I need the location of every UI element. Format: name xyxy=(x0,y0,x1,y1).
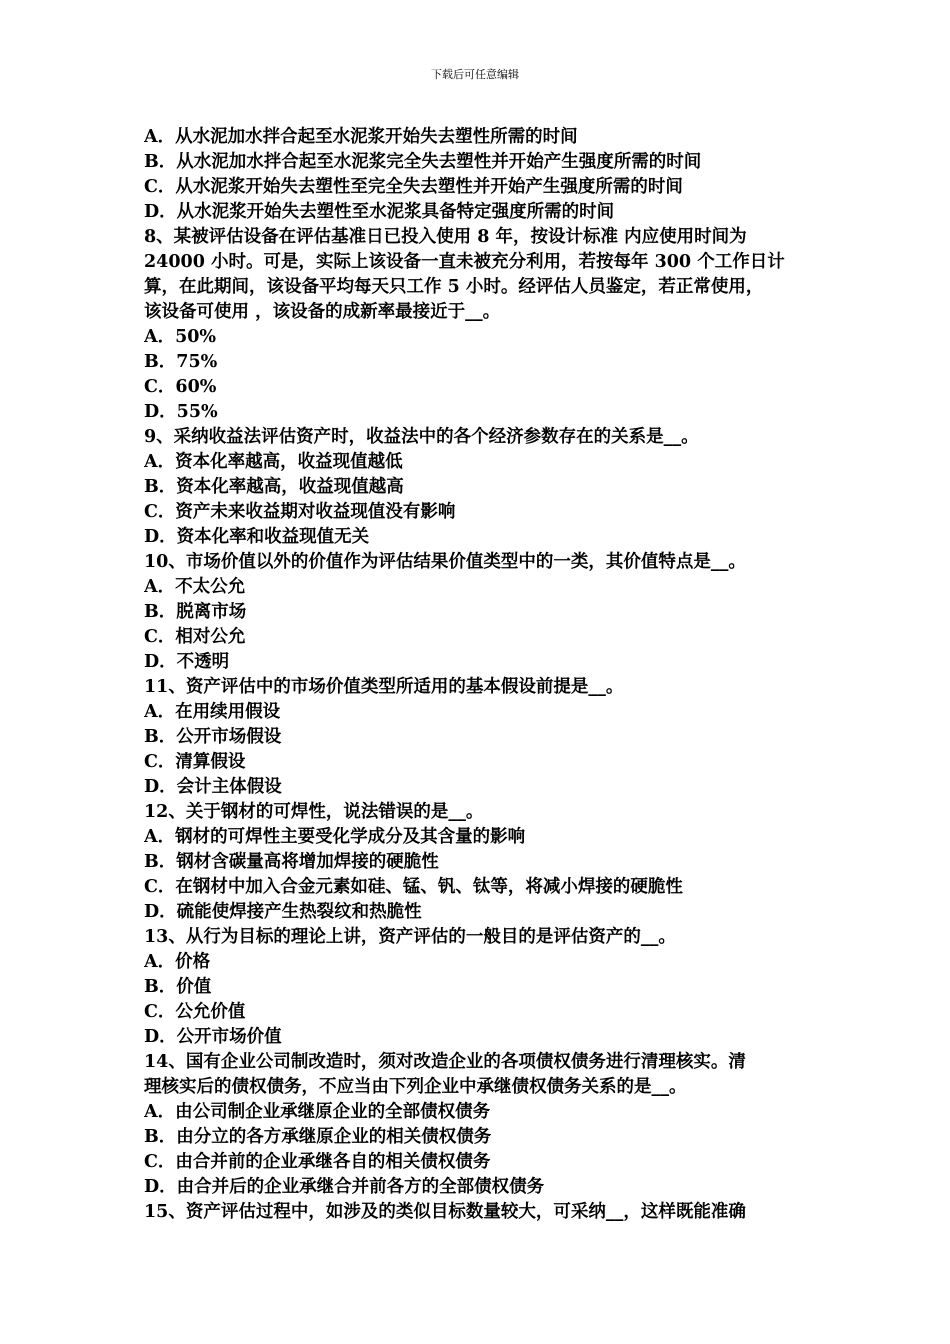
text-line: 理核实后的债权债务，不应当由下列企业中承继债权债务关系的是__。 xyxy=(144,1077,687,1097)
text-line: A．资本化率越高，收益现值越低 xyxy=(144,452,403,472)
text-line: 24000 小时。可是，实际上该设备一直未被充分利用，若按每年 300 个工作日计 xyxy=(144,252,785,272)
text-line: B．75% xyxy=(144,352,218,372)
text-line: C．60% xyxy=(144,377,217,397)
text-line: D．硫能使焊接产生热裂纹和热脆性 xyxy=(144,902,422,922)
text-line: B．钢材含碳量高将增加焊接的硬脆性 xyxy=(144,852,439,872)
text-line: B．公开市场假设 xyxy=(144,727,282,747)
text-line: 该设备可使用 ，该设备的成新率最接近于__。 xyxy=(144,302,501,322)
text-line: A．由公司制企业承继原企业的全部债权债务 xyxy=(144,1102,491,1122)
text-line: C．在钢材中加入合金元素如硅、锰、钒、钛等，将减小焊接的硬脆性 xyxy=(144,877,683,897)
text-line: 12、关于钢材的可焊性，说法错误的是__。 xyxy=(144,802,484,822)
text-line: C．由合并前的企业承继各自的相关债权债务 xyxy=(144,1152,491,1172)
text-line: D．资本化率和收益现值无关 xyxy=(144,527,370,547)
text-line: D．会计主体假设 xyxy=(144,777,282,797)
text-line: 算，在此期间，该设备平均每天只工作 5 小时。经评估人员鉴定，若正常使用， xyxy=(144,277,764,297)
text-line: D．由合并后的企业承继合并前各方的全部债权债务 xyxy=(144,1177,545,1197)
text-line: B．由分立的各方承继原企业的相关债权债务 xyxy=(144,1127,492,1147)
text-line: D．55% xyxy=(144,402,218,422)
text-line: A．价格 xyxy=(144,952,211,972)
text-line: 11、资产评估中的市场价值类型所适用的基本假设前提是__。 xyxy=(144,677,624,697)
text-line: C．公允价值 xyxy=(144,1002,246,1022)
text-line: B．资本化率越高，收益现值越高 xyxy=(144,477,404,497)
text-line: 9、采纳收益法评估资产时，收益法中的各个经济参数存在的关系是__。 xyxy=(144,427,699,447)
text-line: D．公开市场价值 xyxy=(144,1027,282,1047)
text-line: 8、某被评估设备在评估基准日已投入使用 8 年，按设计标准 内应使用时间为 xyxy=(144,227,747,247)
text-line: A．从水泥加水拌合起至水泥浆开始失去塑性所需的时间 xyxy=(144,127,578,147)
page-header: 下载后可任意编辑 xyxy=(431,68,519,81)
text-line: 10、市场价值以外的价值作为评估结果价值类型中的一类，其价值特点是__。 xyxy=(144,552,746,572)
text-line: A．50% xyxy=(144,327,217,347)
document-body xyxy=(144,125,820,1225)
text-line: D．不透明 xyxy=(144,652,230,672)
text-line: B．脱离市场 xyxy=(144,602,247,622)
text-line: D．从水泥浆开始失去塑性至水泥浆具备特定强度所需的时间 xyxy=(144,202,615,222)
text-line: 13、从行为目标的理论上讲，资产评估的一般目的是评估资产的__。 xyxy=(144,927,676,947)
text-line: B．价值 xyxy=(144,977,212,997)
text-line: B．从水泥加水拌合起至水泥浆完全失去塑性并开始产生强度所需的时间 xyxy=(144,152,702,172)
text-line: C．从水泥浆开始失去塑性至完全失去塑性并开始产生强度所需的时间 xyxy=(144,177,683,197)
text-line: C．相对公允 xyxy=(144,627,246,647)
text-line: C．清算假设 xyxy=(144,752,246,772)
text-line: A．不太公允 xyxy=(144,577,246,597)
text-line: C．资产未来收益期对收益现值没有影响 xyxy=(144,502,456,522)
text-line: 15、资产评估过程中，如涉及的类似目标数量较大，可采纳__，这样既能准确 xyxy=(144,1202,746,1222)
text-line: A．在用续用假设 xyxy=(144,702,281,722)
text-line: 14、国有企业公司制改造时，须对改造企业的各项债权债务进行清理核实。清 xyxy=(144,1052,746,1072)
text-line: A．钢材的可焊性主要受化学成分及其含量的影响 xyxy=(144,827,526,847)
